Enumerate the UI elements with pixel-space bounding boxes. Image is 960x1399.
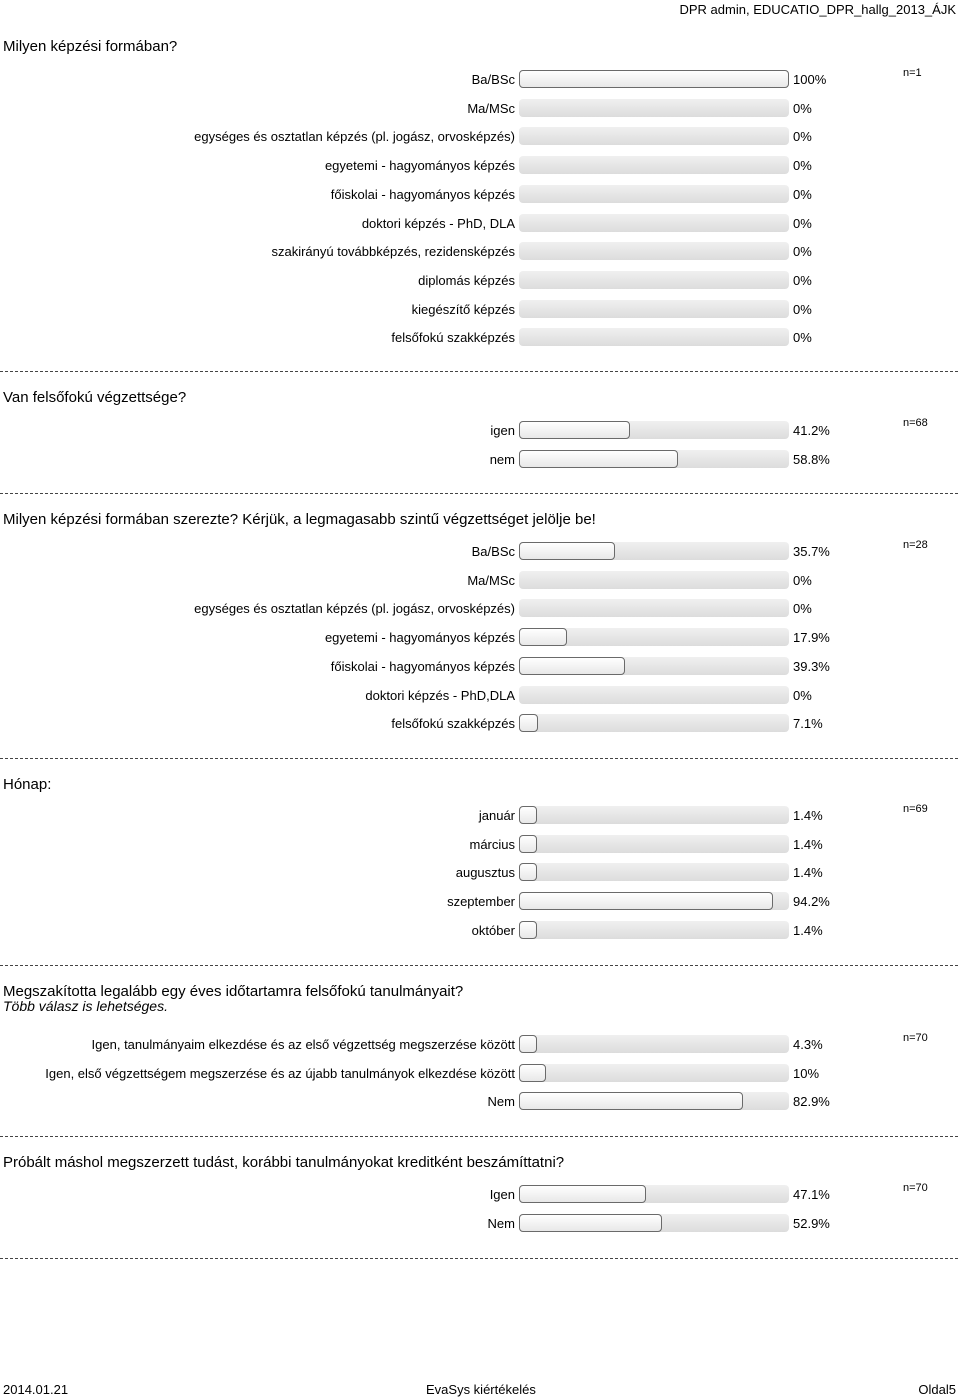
percentage-bar-track bbox=[519, 99, 789, 117]
answer-row bbox=[0, 686, 960, 706]
percentage-bar-fill bbox=[519, 421, 630, 439]
response-count: n=68 bbox=[903, 417, 928, 429]
answer-row bbox=[0, 214, 960, 234]
answer-label: igen bbox=[490, 423, 515, 438]
percentage-bar-track bbox=[519, 806, 789, 824]
answer-row bbox=[0, 185, 960, 205]
response-count: n=69 bbox=[903, 803, 928, 815]
percentage-bar-track bbox=[519, 863, 789, 881]
percentage-bar-fill bbox=[519, 542, 615, 560]
answer-label: kiegészítő képzés bbox=[411, 302, 515, 317]
answer-label: Igen bbox=[489, 1187, 515, 1202]
answer-label: Ma/MSc bbox=[467, 573, 515, 588]
percentage-bar-track bbox=[519, 571, 789, 589]
answer-percentage: 1.4% bbox=[793, 808, 823, 823]
question-title: Próbált máshol megszerzett tudást, korábbi tanulmányokat kreditként beszámíttatni? bbox=[3, 1154, 565, 1171]
percentage-bar-track bbox=[519, 835, 789, 853]
section-divider bbox=[0, 1258, 958, 1259]
answer-row bbox=[0, 70, 960, 90]
answer-percentage: 10% bbox=[793, 1066, 820, 1081]
section-divider bbox=[0, 1136, 958, 1137]
answer-percentage: 39.3% bbox=[793, 659, 830, 674]
answer-percentage: 52.9% bbox=[793, 1216, 830, 1231]
answer-label: doktori képzés - PhD, DLA bbox=[361, 216, 515, 231]
percentage-bar-track bbox=[519, 242, 789, 260]
answer-percentage: 0% bbox=[793, 244, 812, 259]
answer-label: főiskolai - hagyományos képzés bbox=[330, 187, 515, 202]
answer-percentage: 41.2% bbox=[793, 423, 830, 438]
answer-label: egységes és osztatlan képzés (pl. jogász, orvosképzés) bbox=[194, 129, 515, 144]
question-note: Több válasz is lehetséges. bbox=[3, 998, 168, 1014]
percentage-bar-track bbox=[519, 421, 789, 439]
answer-label: egyetemi - hagyományos képzés bbox=[324, 158, 515, 173]
percentage-bar-track bbox=[519, 127, 789, 145]
answer-percentage: 0% bbox=[793, 158, 812, 173]
answer-label: nem bbox=[489, 452, 515, 467]
footer-page-number: Oldal5 bbox=[918, 1382, 956, 1397]
answer-row bbox=[0, 242, 960, 262]
answer-percentage: 58.8% bbox=[793, 452, 830, 467]
answer-label: Igen, első végzettségem megszerzése és az újabb tanulmányok elkezdése között bbox=[45, 1066, 515, 1081]
question-title: Milyen képzési formában? bbox=[3, 38, 178, 55]
answer-label: Igen, tanulmányaim elkezdése és az első végzettség megszerzése között bbox=[91, 1037, 515, 1052]
percentage-bar-fill bbox=[519, 1092, 743, 1110]
percentage-bar-track bbox=[519, 1214, 789, 1232]
percentage-bar-track bbox=[519, 1064, 789, 1082]
percentage-bar-fill bbox=[519, 450, 678, 468]
percentage-bar-track bbox=[519, 450, 789, 468]
answer-row bbox=[0, 156, 960, 176]
percentage-bar-track bbox=[519, 1185, 789, 1203]
answer-row bbox=[0, 1064, 960, 1084]
response-count: n=1 bbox=[903, 67, 922, 79]
percentage-bar-track bbox=[519, 328, 789, 346]
percentage-bar-fill bbox=[519, 1064, 546, 1082]
answer-percentage: 1.4% bbox=[793, 865, 823, 880]
answer-row bbox=[0, 806, 960, 826]
answer-row bbox=[0, 835, 960, 855]
percentage-bar-track bbox=[519, 156, 789, 174]
percentage-bar-track bbox=[519, 214, 789, 232]
answer-row bbox=[0, 1185, 960, 1205]
answer-row bbox=[0, 921, 960, 941]
answer-percentage: 0% bbox=[793, 216, 812, 231]
answer-label: október bbox=[471, 923, 515, 938]
percentage-bar-track bbox=[519, 300, 789, 318]
percentage-bar-fill bbox=[519, 921, 537, 939]
percentage-bar-track bbox=[519, 628, 789, 646]
percentage-bar-track bbox=[519, 921, 789, 939]
answer-row bbox=[0, 421, 960, 441]
answer-label: Nem bbox=[487, 1094, 515, 1109]
answer-label: felsőfokú szakképzés bbox=[391, 330, 515, 345]
answer-percentage: 82.9% bbox=[793, 1094, 830, 1109]
answer-label: Ba/BSc bbox=[471, 544, 515, 559]
percentage-bar-fill bbox=[519, 70, 789, 88]
answer-label: március bbox=[469, 837, 515, 852]
answer-label: felsőfokú szakképzés bbox=[391, 716, 515, 731]
percentage-bar-track bbox=[519, 599, 789, 617]
footer-title: EvaSys kiértékelés bbox=[426, 1382, 536, 1397]
section-divider bbox=[0, 758, 958, 759]
answer-row bbox=[0, 657, 960, 677]
answer-label: egységes és osztatlan képzés (pl. jogász, orvosképzés) bbox=[194, 601, 515, 616]
answer-label: doktori képzés - PhD,DLA bbox=[365, 688, 515, 703]
answer-row bbox=[0, 1035, 960, 1055]
answer-label: szakirányú továbbképzés, rezidensképzés bbox=[271, 244, 515, 259]
question-title: Van felsőfokú végzettsége? bbox=[3, 389, 187, 406]
percentage-bar-track bbox=[519, 657, 789, 675]
answer-label: Ma/MSc bbox=[467, 101, 515, 116]
percentage-bar-fill bbox=[519, 1214, 662, 1232]
answer-row bbox=[0, 450, 960, 470]
percentage-bar-fill bbox=[519, 714, 538, 732]
answer-percentage: 0% bbox=[793, 129, 812, 144]
answer-percentage: 35.7% bbox=[793, 544, 830, 559]
section-divider bbox=[0, 965, 958, 966]
answer-row bbox=[0, 714, 960, 734]
question-title: Milyen képzési formában szerezte? Kérjük, a legmagasabb szintű végzettséget jelölje be! bbox=[3, 511, 596, 528]
answer-percentage: 100% bbox=[793, 72, 827, 87]
answer-row bbox=[0, 271, 960, 291]
answer-row bbox=[0, 571, 960, 591]
question-title: Hónap: bbox=[3, 776, 52, 793]
answer-row bbox=[0, 863, 960, 883]
answer-percentage: 7.1% bbox=[793, 716, 823, 731]
answer-percentage: 47.1% bbox=[793, 1187, 830, 1202]
answer-row bbox=[0, 542, 960, 562]
percentage-bar-fill bbox=[519, 628, 567, 646]
answer-row bbox=[0, 300, 960, 320]
answer-percentage: 0% bbox=[793, 302, 812, 317]
percentage-bar-fill bbox=[519, 806, 537, 824]
answer-row bbox=[0, 892, 960, 912]
percentage-bar-fill bbox=[519, 892, 773, 910]
answer-row bbox=[0, 628, 960, 648]
percentage-bar-track bbox=[519, 892, 789, 910]
answer-row bbox=[0, 127, 960, 147]
answer-percentage: 0% bbox=[793, 601, 812, 616]
section-divider bbox=[0, 371, 958, 372]
answer-percentage: 4.3% bbox=[793, 1037, 823, 1052]
answer-percentage: 1.4% bbox=[793, 837, 823, 852]
answer-percentage: 0% bbox=[793, 688, 812, 703]
answer-percentage: 17.9% bbox=[793, 630, 830, 645]
percentage-bar-track bbox=[519, 542, 789, 560]
percentage-bar-track bbox=[519, 271, 789, 289]
answer-label: egyetemi - hagyományos képzés bbox=[324, 630, 515, 645]
answer-percentage: 94.2% bbox=[793, 894, 830, 909]
answer-label: Nem bbox=[487, 1216, 515, 1231]
percentage-bar-track bbox=[519, 1035, 789, 1053]
response-count: n=28 bbox=[903, 539, 928, 551]
answer-label: diplomás képzés bbox=[418, 273, 515, 288]
percentage-bar-fill bbox=[519, 835, 537, 853]
percentage-bar-fill bbox=[519, 1035, 537, 1053]
answer-row bbox=[0, 328, 960, 348]
answer-percentage: 0% bbox=[793, 101, 812, 116]
answer-row bbox=[0, 1092, 960, 1112]
page-header: DPR admin, EDUCATIO_DPR_hallg_2013_ÁJK bbox=[679, 2, 956, 17]
answer-row bbox=[0, 1214, 960, 1234]
percentage-bar-track bbox=[519, 70, 789, 88]
answer-label: január bbox=[478, 808, 515, 823]
answer-row bbox=[0, 599, 960, 619]
footer-date: 2014.01.21 bbox=[3, 1382, 69, 1397]
percentage-bar-track bbox=[519, 686, 789, 704]
answer-label: Ba/BSc bbox=[471, 72, 515, 87]
response-count: n=70 bbox=[903, 1182, 928, 1194]
answer-label: szeptember bbox=[447, 894, 515, 909]
percentage-bar-fill bbox=[519, 1185, 646, 1203]
answer-percentage: 0% bbox=[793, 330, 812, 345]
question-title: Megszakította legalább egy éves időtartamra felsőfokú tanulmányait? bbox=[3, 983, 464, 1000]
answer-percentage: 0% bbox=[793, 573, 812, 588]
answer-percentage: 1.4% bbox=[793, 923, 823, 938]
answer-percentage: 0% bbox=[793, 273, 812, 288]
percentage-bar-track bbox=[519, 714, 789, 732]
answer-label: főiskolai - hagyományos képzés bbox=[330, 659, 515, 674]
answer-percentage: 0% bbox=[793, 187, 812, 202]
percentage-bar-fill bbox=[519, 657, 625, 675]
response-count: n=70 bbox=[903, 1032, 928, 1044]
percentage-bar-track bbox=[519, 1092, 789, 1110]
answer-label: augusztus bbox=[455, 865, 515, 880]
percentage-bar-track bbox=[519, 185, 789, 203]
answer-row bbox=[0, 99, 960, 119]
section-divider bbox=[0, 493, 958, 494]
percentage-bar-fill bbox=[519, 863, 537, 881]
